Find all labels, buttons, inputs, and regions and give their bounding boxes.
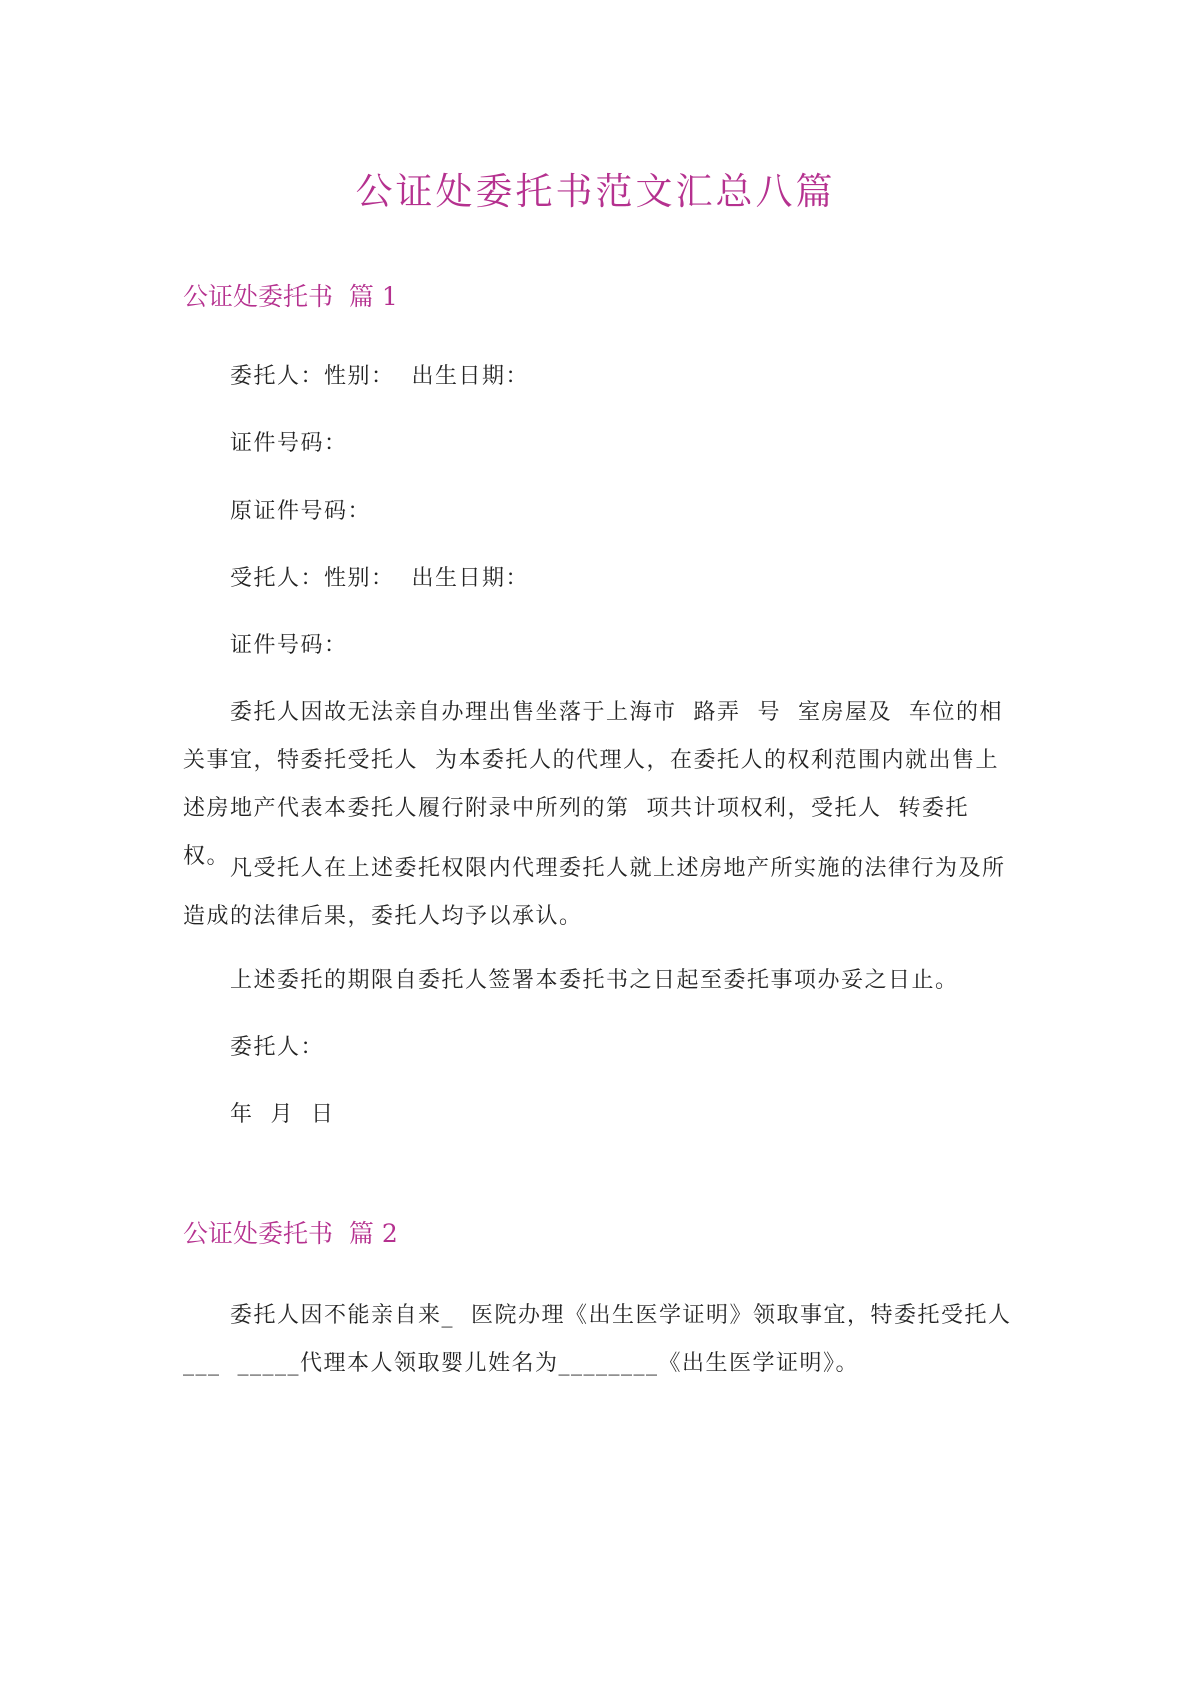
document-title: 公证处委托书范文汇总八篇	[355, 170, 836, 213]
paragraph: 原证件号码：	[230, 499, 372, 524]
paragraph: 证件号码：	[230, 431, 348, 456]
paragraph: 上述委托的期限自委托人签署本委托书之日起至委托事项办妥之日止。	[230, 968, 959, 993]
section-heading-2: 公证处委托书 篇 2	[183, 1219, 398, 1248]
paragraph: 委托人因故无法亲自办理出售坐落于上海市 路弄 号 室房屋及 车位的相关事宜，特委托受托人 为本委托人的代理人，在委托人的权利范围内就出售上述房地产代表本委托人履行附录中所列的第 项共计项权利，受托人 转委托权。	[183, 700, 1003, 869]
section-heading-1: 公证处委托书 篇 1	[183, 282, 398, 311]
paragraph: 年 月 日	[230, 1102, 335, 1127]
paragraph: 委托人因不能亲自来_ 医院办理《出生医学证明》领取事宜，特委托受托人___ _____代理本人领取婴儿姓名为________《出生医学证明》。	[183, 1303, 1012, 1376]
paragraph: 证件号码：	[230, 633, 348, 658]
paragraph: 受托人：性别： 出生日期：	[230, 566, 529, 591]
paragraph: 凡受托人在上述委托权限内代理委托人就上述房地产所实施的法律行为及所造成的法律后果，委托人均予以承认。	[183, 856, 1006, 929]
paragraph: 委托人：	[230, 1035, 325, 1060]
paragraph: 委托人：性别： 出生日期：	[230, 364, 529, 389]
